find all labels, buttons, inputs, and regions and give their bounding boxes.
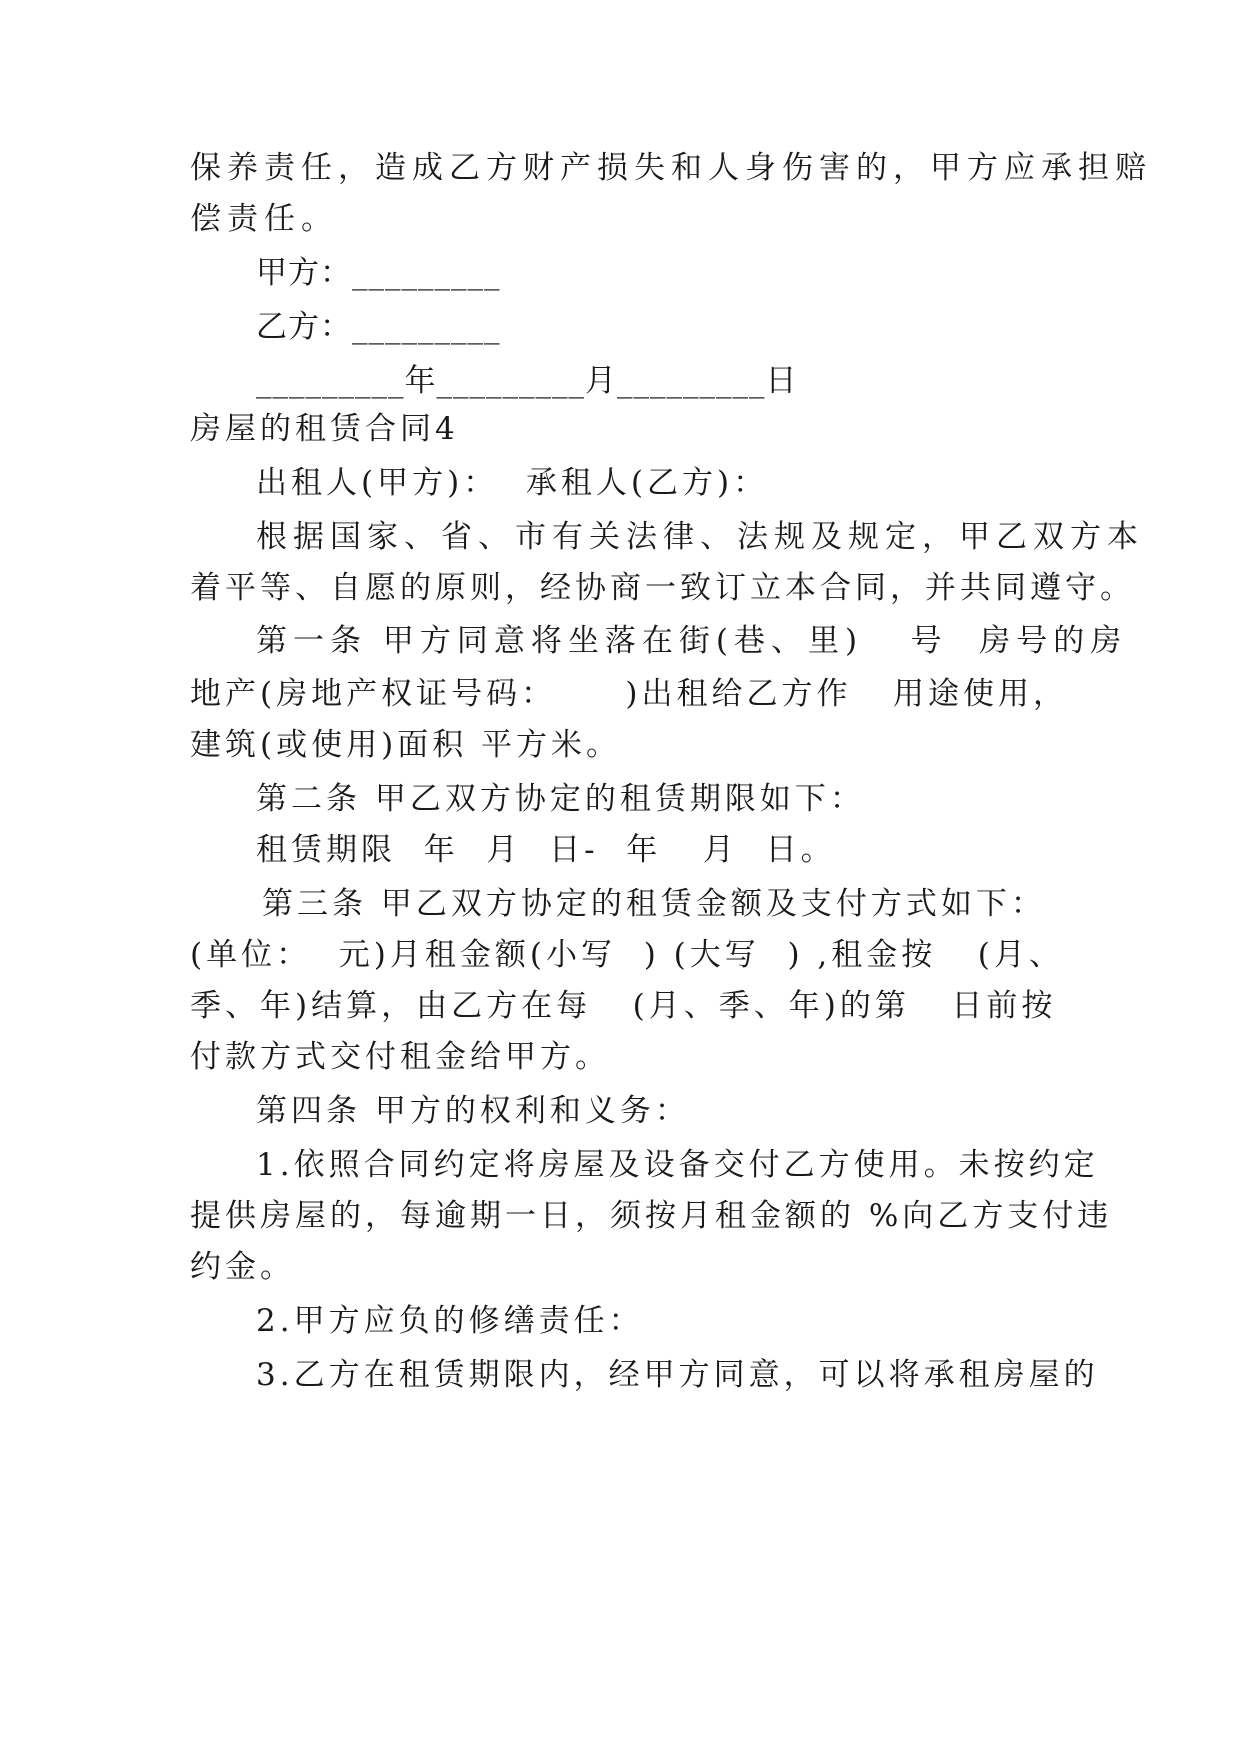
clause-1: 第一条 甲方同意将坐落在街(巷、里) 号 房号的房 [256,623,1128,659]
section-title: 房屋的租赁合同4 [190,411,459,447]
text-line: 付款方式交付租金给甲方。 [190,1039,610,1075]
party-a-signature-line: 甲方：_________ [256,255,501,291]
list-item: 2.甲方应负的修缮责任： [256,1303,644,1339]
lease-term-line: 租赁期限 年 月 日- 年 月 日。 [256,832,836,868]
parties-line: 出租人(甲方)： 承租人(乙方)： [256,465,769,501]
text-line: 季、年)结算，由乙方在每 (月、季、年)的第 日前按 [190,988,1057,1024]
party-b-signature-line: 乙方：_________ [256,309,501,345]
list-item: 3.乙方在租赁期限内，经甲方同意，可以将承租房屋的 [256,1357,1099,1393]
text-line: 约金。 [190,1249,295,1285]
text-line: 保养责任，造成乙方财产损失和人身伤害的，甲方应承担赔 [190,150,1152,186]
text-line: 建筑(或使用)面积 平方米。 [190,727,622,763]
clause-2: 第二条 甲乙双方协定的租赁期限如下： [256,781,865,817]
text-line: 地产(房地产权证号码： )出租给乙方作 用途使用， [190,676,1069,712]
date-line: _________年_________月_________日 [256,363,798,399]
clause-4: 第四条 甲方的权利和义务： [256,1093,690,1129]
text-line: 着平等、自愿的原则，经协商一致订立本合同，并共同遵守。 [190,570,1135,606]
text-line: 提供房屋的，每逾期一日，须按月租金额的 %向乙方支付违 [190,1198,1113,1234]
text-line: 偿责任。 [190,201,338,237]
clause-3: 第三条 甲乙双方协定的租赁金额及支付方式如下： [262,886,1046,922]
text-line: (单位： 元)月租金额(小写 ) (大写 ) ,租金按 (月、 [190,937,1064,973]
text-line: 根据国家、省、市有关法律、法规及规定，甲乙双方本 [256,519,1144,555]
list-item: 1.依照合同约定将房屋及设备交付乙方使用。未按约定 [256,1147,1099,1183]
